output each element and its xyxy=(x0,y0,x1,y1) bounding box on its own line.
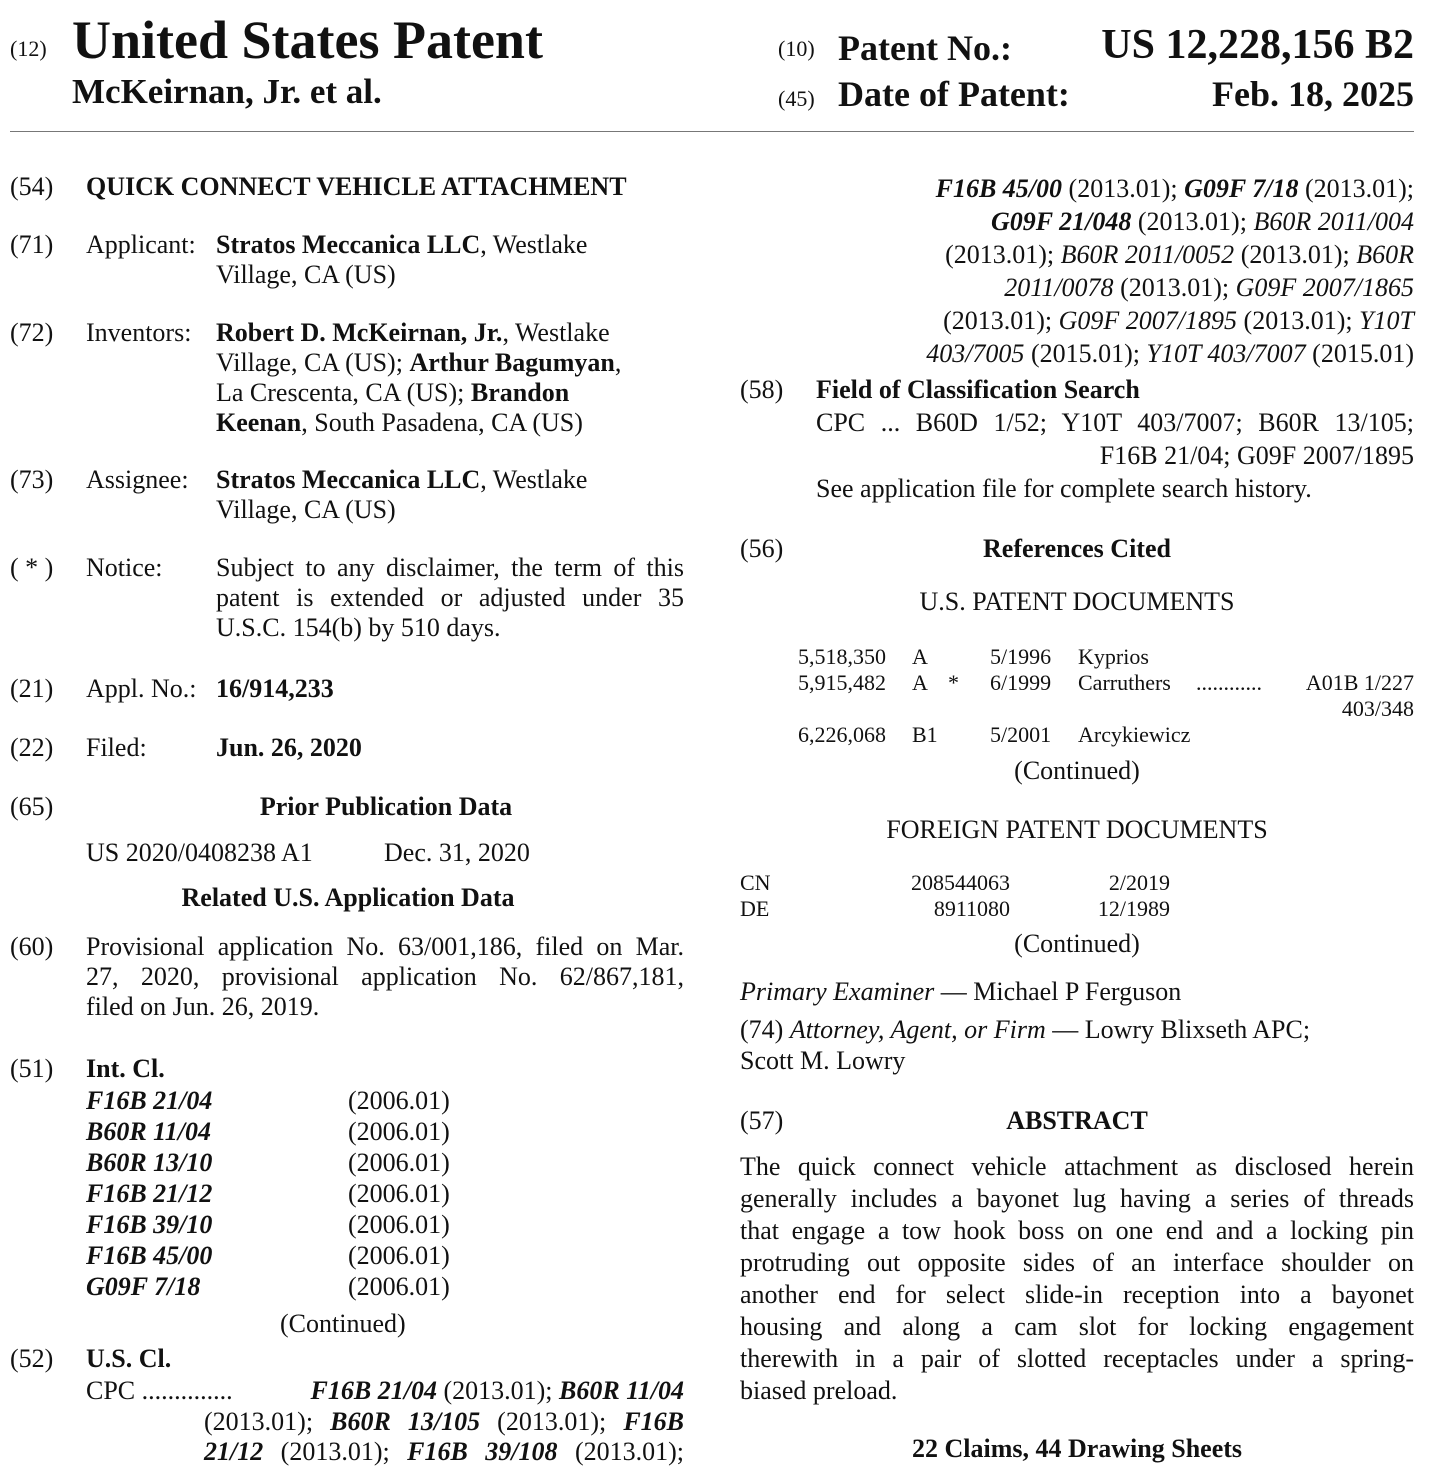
ref-date: 5/1996 xyxy=(990,644,1052,669)
int-cl-row xyxy=(86,1147,486,1178)
inventor-3-first: Brandon xyxy=(470,378,570,407)
abstract-line: The quick connect vehicle attachment as disclosed herein xyxy=(740,1152,1414,1181)
ref-number: 5,915,482 xyxy=(798,670,886,695)
int-cl-class: G09F 7/18 xyxy=(86,1272,201,1301)
cpc-version: (2013.01); xyxy=(1131,207,1254,236)
invention-title: QUICK CONNECT VEHICLE ATTACHMENT xyxy=(86,172,627,201)
us-cl-class: F16B 39/108 xyxy=(407,1437,558,1466)
us-cl-version: (2013.01); xyxy=(263,1437,408,1466)
assignee-name: Stratos Meccanica LLC xyxy=(216,465,481,494)
ref-name: Carruthers xyxy=(1078,670,1171,695)
table-row xyxy=(740,722,1414,748)
ref-class: A01B 1/227 xyxy=(1305,670,1414,695)
us-patent-table xyxy=(740,644,1414,748)
cpc-class: 403/7005 xyxy=(926,339,1025,368)
appl-no-value: 16/914,233 xyxy=(216,674,334,703)
ref-leader: ............ xyxy=(1196,670,1262,695)
attorney-label: Attorney, Agent, or Firm xyxy=(789,1015,1046,1044)
cpc-line xyxy=(740,271,1414,304)
provisional-text xyxy=(86,932,684,1022)
code-60: (60) xyxy=(10,932,54,961)
foreign-patent-table xyxy=(740,870,1414,922)
code-72: (72) xyxy=(10,318,54,347)
abstract-line: biased preload. xyxy=(740,1376,898,1405)
appl-no-label: Appl. No.: xyxy=(86,674,197,703)
foreign-patents-heading: FOREIGN PATENT DOCUMENTS xyxy=(886,815,1268,844)
code-54: (54) xyxy=(10,172,54,201)
applicant-value xyxy=(216,230,686,290)
inventor-3-location: , South Pasadena, CA (US) xyxy=(301,408,583,437)
applicant-name: Stratos Meccanica LLC xyxy=(216,230,481,259)
int-cl-version: (2006.01) xyxy=(348,1210,450,1239)
us-cl-line-3 xyxy=(204,1437,684,1467)
ref-star: * xyxy=(948,670,959,695)
patent-title: United States Patent xyxy=(72,10,543,70)
abstract-line: generally includes a bayonet lug having a series of threads xyxy=(740,1184,1414,1213)
cpc-version: (2013.01); xyxy=(1062,174,1185,203)
code-58: (58) xyxy=(740,375,784,404)
assignee-location: , Westlake xyxy=(480,465,588,494)
dash: — xyxy=(1045,1015,1085,1044)
attorney-name: Scott M. Lowry xyxy=(740,1046,906,1075)
cpc-continuation xyxy=(740,172,1414,370)
int-cl-class: F16B 21/04 xyxy=(86,1086,213,1115)
code-12: (12) xyxy=(10,36,47,61)
cpc-class: Y10T xyxy=(1359,306,1414,335)
inventor-2-location: La Crescenta, CA (US); xyxy=(216,378,471,407)
provisional-line: Provisional application No. 63/001,186, filed on Mar. xyxy=(86,932,684,961)
notice-line: U.S.C. 154(b) by 510 days. xyxy=(216,613,501,642)
header-divider xyxy=(10,131,1414,132)
cpc-class: B60R 2011/004 xyxy=(1253,207,1414,236)
applicant-location: , Westlake xyxy=(480,230,588,259)
ref-date: 6/1999 xyxy=(990,670,1052,695)
table-row xyxy=(740,870,1414,896)
int-cl-row xyxy=(86,1271,486,1302)
field-search-line: CPC ... B60D 1/52; Y10T 403/7007; B60R 13/105; xyxy=(816,408,1414,437)
table-row xyxy=(740,896,1414,922)
int-cl-row xyxy=(86,1116,486,1147)
foreign-country: CN xyxy=(740,870,771,895)
int-cl-version: (2006.01) xyxy=(348,1117,450,1146)
ref-name: Arcykiewicz xyxy=(1078,722,1191,747)
references-heading: References Cited xyxy=(983,534,1171,563)
cpc-version: (2015.01) xyxy=(1305,339,1414,368)
abstract-text xyxy=(740,1151,1414,1407)
code-73: (73) xyxy=(10,465,54,494)
provisional-line: 27, 2020, provisional application No. 62/867,181, xyxy=(86,962,684,991)
int-cl-class: B60R 11/04 xyxy=(86,1117,211,1146)
cpc-line xyxy=(740,238,1414,271)
ref-kind: A xyxy=(912,670,928,695)
code-56: (56) xyxy=(740,534,784,563)
int-cl-version: (2006.01) xyxy=(348,1241,450,1270)
cpc-version: (2013.01); xyxy=(1234,240,1357,269)
int-cl-version: (2006.01) xyxy=(348,1148,450,1177)
ref-number: 5,518,350 xyxy=(798,644,886,669)
cpc-line xyxy=(740,337,1414,370)
field-search-body xyxy=(816,406,1414,505)
us-cl-cpc-label: CPC .............. xyxy=(86,1376,233,1405)
us-cl-version: (2013.01); xyxy=(557,1437,684,1466)
assignee-location-2: Village, CA (US) xyxy=(216,495,396,524)
cpc-line xyxy=(740,172,1414,205)
field-search-note: See application file for complete search history. xyxy=(816,474,1312,503)
foreign-continued: (Continued) xyxy=(1014,929,1140,958)
int-cl-row xyxy=(86,1209,486,1240)
ref-name: Kyprios xyxy=(1078,644,1149,669)
notice-label: Notice: xyxy=(86,553,163,582)
separator: , xyxy=(614,348,622,377)
int-cl-continued: (Continued) xyxy=(280,1309,406,1338)
int-cl-class: F16B 21/12 xyxy=(86,1179,213,1208)
code-10: (10) xyxy=(778,36,815,61)
attorney xyxy=(740,1014,1414,1076)
foreign-number: 8911080 xyxy=(933,896,1010,921)
us-cl-version: (2013.01); xyxy=(436,1376,560,1405)
inventor-1-location: , Westlake xyxy=(502,318,610,347)
code-52: (52) xyxy=(10,1344,54,1373)
abstract-heading: ABSTRACT xyxy=(1006,1106,1148,1135)
us-cl-class: F16B xyxy=(623,1407,684,1436)
field-search-heading: Field of Classification Search xyxy=(816,375,1140,404)
abstract-line: protruding out opposite sides of an interface shoulder on xyxy=(740,1248,1414,1277)
int-cl-row xyxy=(86,1085,486,1116)
us-cl-heading: U.S. Cl. xyxy=(86,1344,172,1373)
inventor-2: Arthur Bagumyan xyxy=(409,348,615,377)
table-row xyxy=(740,696,1414,722)
foreign-number: 208544063 xyxy=(911,870,1010,895)
code-65: (65) xyxy=(10,792,54,821)
code-57: (57) xyxy=(740,1106,784,1135)
notice-line: patent is extended or adjusted under 35 xyxy=(216,583,684,612)
us-cl-class: 21/12 xyxy=(204,1437,264,1466)
int-cl-class: B60R 13/10 xyxy=(86,1148,213,1177)
cpc-class: Y10T 403/7007 xyxy=(1146,339,1306,368)
examiner-name: Michael P Ferguson xyxy=(973,977,1182,1006)
cpc-class: B60R 2011/0052 xyxy=(1060,240,1235,269)
inventor-1-location-2: Village, CA (US); xyxy=(216,348,410,377)
cpc-version: (2013.01); xyxy=(1237,306,1360,335)
us-continued: (Continued) xyxy=(1014,756,1140,785)
filed-label: Filed: xyxy=(86,733,147,762)
cpc-class: G09F 2007/1865 xyxy=(1235,273,1414,302)
cpc-class: G09F 21/048 xyxy=(991,207,1132,236)
us-cl-class: B60R 13/105 xyxy=(330,1407,481,1436)
primary-examiner xyxy=(740,977,1181,1007)
applicant-label: Applicant: xyxy=(86,230,196,259)
us-cl-version: (2013.01); xyxy=(480,1407,624,1436)
patent-no-label: Patent No.: xyxy=(838,28,1012,68)
patent-authors: McKeirnan, Jr. et al. xyxy=(72,72,382,111)
notice-text xyxy=(216,553,684,643)
int-cl-row xyxy=(86,1178,486,1209)
code-45: (45) xyxy=(778,86,815,111)
int-cl-row xyxy=(86,1240,486,1271)
int-cl-class: F16B 39/10 xyxy=(86,1210,213,1239)
inventors-label: Inventors: xyxy=(86,318,192,347)
provisional-line: filed on Jun. 26, 2019. xyxy=(86,992,320,1021)
us-cl-class: B60R 11/04 xyxy=(559,1376,684,1405)
cpc-class: F16B 45/00 xyxy=(935,174,1063,203)
inventor-1: Robert D. McKeirnan, Jr. xyxy=(216,318,503,347)
us-cl-version: (2013.01); xyxy=(204,1407,331,1436)
ref-class: 403/348 xyxy=(1341,696,1414,721)
int-cl-class: F16B 45/00 xyxy=(86,1241,213,1270)
abstract-line: housing and along a cam slot for locking engagement xyxy=(740,1312,1414,1341)
assignee-label: Assignee: xyxy=(86,465,189,494)
inventor-3-last: Keenan xyxy=(216,408,302,437)
cpc-version: (2013.01); xyxy=(943,306,1059,335)
related-application-heading: Related U.S. Application Data xyxy=(181,883,515,912)
code-notice: ( * ) xyxy=(10,553,54,582)
code-22: (22) xyxy=(10,733,54,762)
cpc-line xyxy=(740,304,1414,337)
dash: — xyxy=(934,977,974,1006)
patent-number: US 12,228,156 B2 xyxy=(1101,22,1414,68)
attorney-firm: Lowry Blixseth APC; xyxy=(1084,1015,1311,1044)
int-cl-version: (2006.01) xyxy=(348,1086,450,1115)
us-cl-class: F16B 21/04 xyxy=(310,1376,437,1405)
ref-date: 5/2001 xyxy=(990,722,1052,747)
us-patents-heading: U.S. PATENT DOCUMENTS xyxy=(919,587,1235,616)
foreign-date: 2/2019 xyxy=(1108,870,1170,895)
examiner-label: Primary Examiner xyxy=(740,977,935,1006)
date-label: Date of Patent: xyxy=(838,74,1070,114)
ref-number: 6,226,068 xyxy=(798,722,886,747)
abstract-line: another end for select slide-in reception into a bayonet xyxy=(740,1280,1414,1309)
cpc-version: (2013.01); xyxy=(1113,273,1236,302)
int-cl-list xyxy=(86,1085,486,1302)
ref-kind: B1 xyxy=(912,722,938,747)
prior-publication-heading: Prior Publication Data xyxy=(259,792,513,821)
abstract-line: therewith in a pair of slotted receptacles under a spring- xyxy=(740,1344,1414,1373)
cpc-line xyxy=(740,205,1414,238)
filed-value: Jun. 26, 2020 xyxy=(216,733,362,762)
int-cl-heading: Int. Cl. xyxy=(86,1054,165,1083)
notice-line: Subject to any disclaimer, the term of this xyxy=(216,553,684,582)
code-74: (74) xyxy=(740,1015,784,1044)
field-search-line: F16B 21/04; G09F 2007/1895 xyxy=(1099,441,1414,470)
table-row xyxy=(740,644,1414,670)
int-cl-version: (2006.01) xyxy=(348,1179,450,1208)
code-21: (21) xyxy=(10,674,54,703)
table-row xyxy=(740,670,1414,696)
foreign-country: DE xyxy=(740,896,770,921)
code-51: (51) xyxy=(10,1054,54,1083)
cpc-class: G09F 2007/1895 xyxy=(1058,306,1238,335)
foreign-date: 12/1989 xyxy=(1097,896,1170,921)
publication-number: US 2020/0408238 A1 xyxy=(86,838,313,867)
ref-kind: A xyxy=(912,644,928,669)
us-cl-line-2 xyxy=(204,1407,684,1437)
int-cl-version: (2006.01) xyxy=(348,1272,450,1301)
us-cl-line-1 xyxy=(272,1376,684,1406)
cpc-class: 2011/0078 xyxy=(1004,273,1114,302)
cpc-class: B60R xyxy=(1356,240,1414,269)
cpc-version: (2013.01); xyxy=(945,240,1061,269)
publication-date: Dec. 31, 2020 xyxy=(384,838,530,867)
claims-summary: 22 Claims, 44 Drawing Sheets xyxy=(911,1434,1243,1463)
cpc-version: (2013.01); xyxy=(1298,174,1414,203)
inventors-value xyxy=(216,318,686,438)
cpc-class: G09F 7/18 xyxy=(1184,174,1299,203)
code-71: (71) xyxy=(10,230,54,259)
abstract-line: that engage a tow hook boss on one end and a locking pin xyxy=(740,1216,1414,1245)
cpc-version: (2015.01); xyxy=(1024,339,1147,368)
assignee-value xyxy=(216,465,686,525)
patent-date: Feb. 18, 2025 xyxy=(1212,74,1414,114)
applicant-location-2: Village, CA (US) xyxy=(216,260,396,289)
